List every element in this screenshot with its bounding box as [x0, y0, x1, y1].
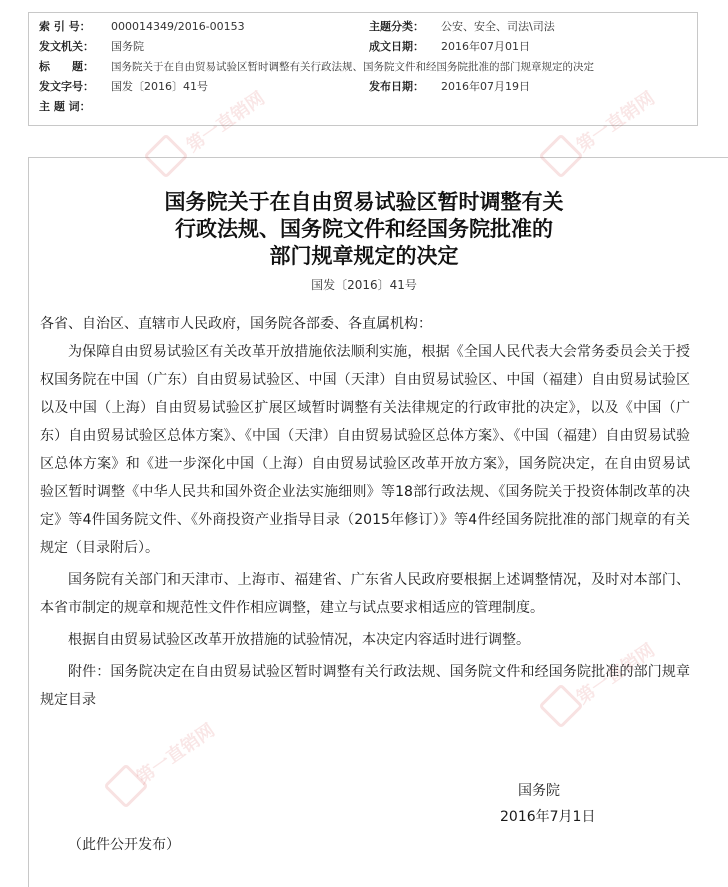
category-value: 公安、安全、司法\司法 [441, 20, 555, 33]
document-body [40, 338, 690, 718]
title-value: 国务院关于在自由贸易试验区暂时调整有关行政法规、国务院文件和经国务院批准的部门规章规定的决定 [111, 61, 594, 73]
signature-date: 2016年7月1日 [500, 809, 596, 825]
signature-org: 国务院 [518, 783, 560, 799]
title-line: 国务院关于在自由贸易试验区暂时调整有关 [164, 189, 564, 214]
document-title [0, 188, 728, 269]
doc-no-label: 发文字号： [39, 80, 94, 93]
meta-row-keywords [29, 97, 697, 117]
watermark-text: 第一直销网 [572, 639, 659, 709]
title-label: 标 题： [39, 60, 94, 73]
paragraph: 根据自由贸易试验区改革开放措施的试验情况，本决定内容适时进行调整。 [68, 632, 530, 648]
document-number: 国发〔2016〕41号 [311, 278, 417, 292]
title-line: 行政法规、国务院文件和经国务院批准的 [175, 216, 553, 241]
paragraph: 国务院有关部门和天津市、上海市、福建省、广东省人民政府要根据上述调整情况，及时对本部门、本省市制定的规章和规范性文件作相应调整，建立与试点要求相适应的管理制度。 [40, 572, 690, 616]
doc-no-value: 国发〔2016〕41号 [111, 80, 208, 93]
attachment-paragraph: 附件：国务院决定在自由贸易试验区暂时调整有关行政法规、国务院文件和经国务院批准的部门规章规定目录 [40, 664, 690, 708]
title-line: 部门规章规定的决定 [269, 243, 459, 268]
meta-row-index [29, 17, 697, 37]
written-date-label: 成文日期： [369, 40, 424, 53]
category-label: 主题分类： [369, 20, 424, 33]
index-value: 000014349/2016-00153 [111, 20, 245, 33]
meta-row-issuer [29, 37, 697, 57]
publish-date-value: 2016年07月19日 [441, 80, 530, 93]
meta-row-title [29, 57, 697, 77]
paragraph: 为保障自由贸易试验区有关改革开放措施依法顺利实施，根据《全国人民代表大会常务委员会关于授权国务院在中国（广东）自由贸易试验区、中国（天津）自由贸易试验区、中国（福建）自由贸易试验区以及中国（上海）自由贸易试验区扩展区域暂时调整有关法律规定的行政审批的决定》，以及《中国（广东）自由贸易试验区总体方案》、《中国（天津）自由贸易试验区总体方案》、《中国（福建）自由贸易试验区总体方案》和《进一步深化中国（上海）自由贸易试验区改革开放方案》，国务院决定，在自由贸易试验区暂时调整《中华人民共和国外资企业法实施细则》等18部行政法规、《国务院关于投资体制改革的决定》等4件国务院文件、《外商投资产业指导目录（2015年修订）》等4件经国务院批准的部门规章的有关规定（目录附后）。 [40, 344, 690, 556]
keywords-label: 主 题 词： [39, 100, 91, 113]
salutation: 各省、自治区、直辖市人民政府，国务院各部委、各直属机构： [40, 316, 432, 332]
publish-date-label: 发布日期： [369, 80, 424, 93]
meta-row-docno [29, 77, 697, 97]
written-date-value: 2016年07月01日 [441, 40, 530, 53]
issuer-label: 发文机关： [39, 40, 94, 53]
index-label: 索 引 号： [39, 20, 91, 33]
issuer-value: 国务院 [111, 40, 144, 53]
watermark-text: 第一直销网 [132, 719, 219, 789]
publish-note: （此件公开发布） [68, 837, 180, 853]
metadata-panel [28, 12, 698, 126]
